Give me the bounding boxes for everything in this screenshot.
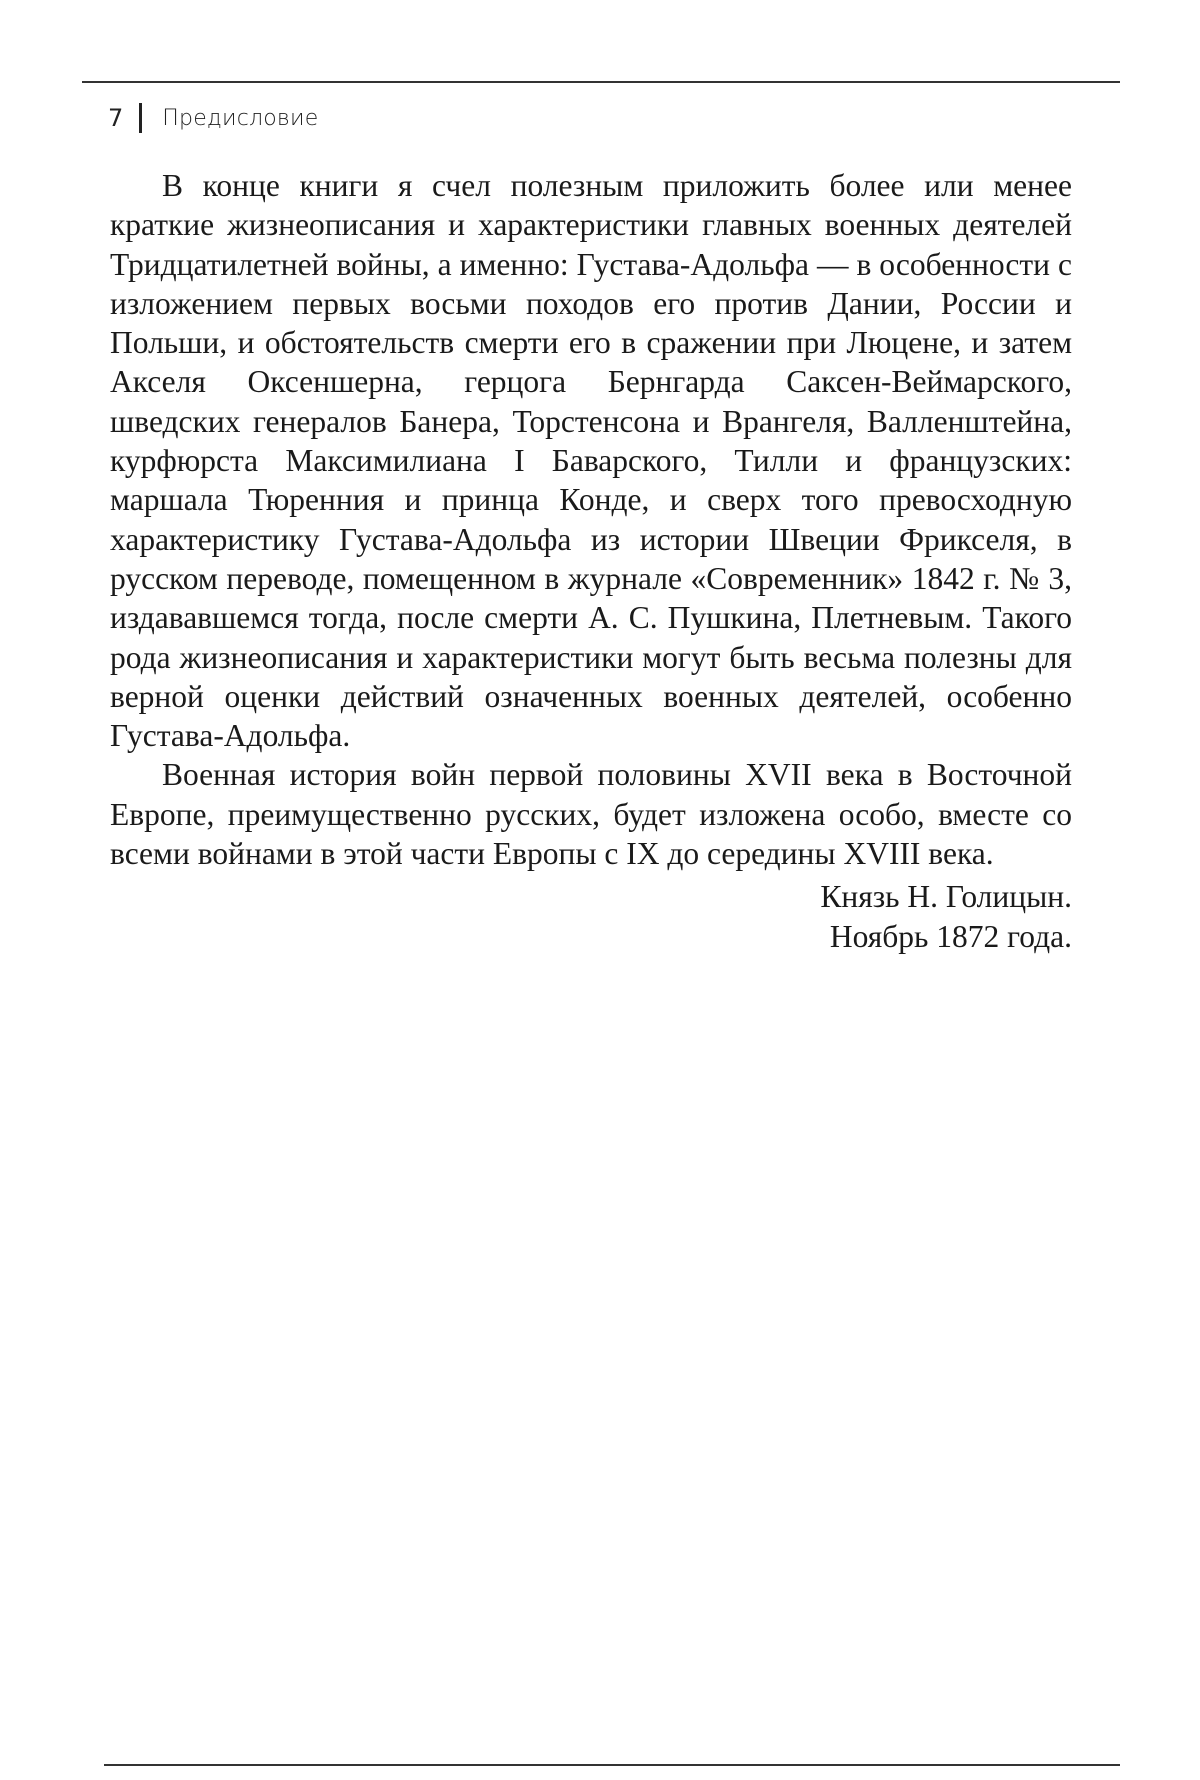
page-number: 7 — [108, 104, 124, 132]
signature-date: Ноябрь 1872 года. — [829, 918, 1072, 954]
paragraph-2: Военная история войн первой половины XVII века в Восточной Европе, преимущественно русских, будет изложена особо, вместе со всеми войнами в этой части Европы с IX до середины XVIII века. — [110, 757, 1072, 872]
paragraph-1: В конце книги я счел полезным приложить более или менее краткие жизнеописания и характеристики главных военных деятелей Тридцатилетней войны, а именно: Густава-Адольфа — в особенности с изложением первых восьми походов его против Дании, России и Польши, и обстоятельств смерти его в сражении при Люцене, и затем Акселя Оксеншерна, герцога Бернгарда Саксен-Веймарского, шведских генералов Банера, Торстенсона и Врангеля, Валленштейна, курфюрста Максимилиана I Баварского, Тилли и французских: маршала Тюренния и принца Конде, и сверх того превосходную характеристику Густава-Адольфа из истории Швеции Фрикселя, в русском переводе, помещенном в журнале «Современник» 1842 г. № 3, издававшемся тогда, после смерти А. С. Пушкина, Плетневым. Такого рода жизнеописания и характеристики могут быть весьма полезны для верной оценки действий означенных военных деятелей, особенно Густава-Адольфа. — [110, 168, 1072, 754]
signature — [110, 877, 1072, 956]
footer-rule — [104, 1764, 1120, 1766]
main-text — [110, 166, 1072, 956]
running-head — [108, 102, 318, 134]
header-rule — [82, 81, 1120, 83]
signature-author: Князь Н. Голицын. — [820, 879, 1072, 915]
section-title: Предисловие — [162, 105, 319, 131]
header-separator — [139, 103, 142, 133]
